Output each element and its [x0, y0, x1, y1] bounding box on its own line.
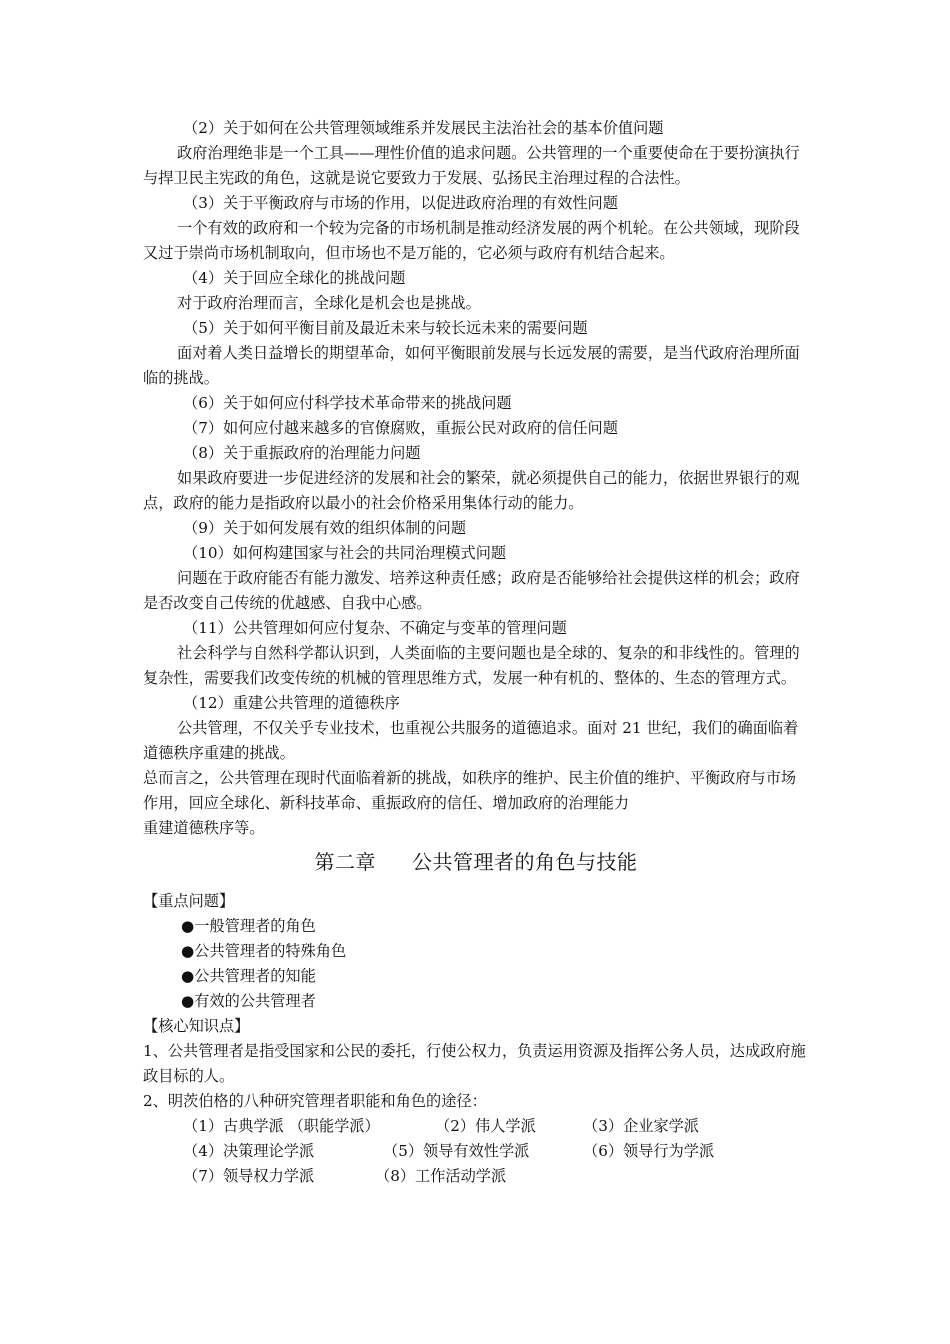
- document-body: [143, 116, 809, 1189]
- paragraph: 问题在于政府能否有能力激发、培养这种责任感；政府是否能够给社会提供这样的机会；政府是否改变自己传统的优越感、自我中心感。: [143, 569, 800, 612]
- bullet-item: ●一般管理者的角色: [181, 917, 316, 935]
- chapter-number: 第二章: [314, 850, 376, 874]
- core-point-1: 1、公共管理者是指受国家和公民的委托，行使公权力，负责运用资源及指挥公务人员，达成政府施政目标的人。: [143, 1042, 806, 1085]
- core-points-heading: 【核心知识点】: [143, 1017, 250, 1035]
- heading-item-5: （5）关于如何平衡目前及最近未来与较长远未来的需要问题: [183, 319, 588, 337]
- bullet-item: ●有效的公共管理者: [181, 992, 316, 1010]
- schools-row-3: [143, 1164, 809, 1189]
- school-item: （7）领导权力学派: [183, 1167, 315, 1185]
- bullet-item: ●公共管理者的知能: [181, 967, 316, 985]
- paragraph: 公共管理，不仅关乎专业技术，也重视公共服务的道德追求。面对 21 世纪，我们的确面临着道德秩序重建的挑战。: [143, 719, 799, 762]
- heading-item-12: （12）重建公共管理的道德秩序: [183, 694, 400, 712]
- school-item: （1）古典学派 （职能学派）: [183, 1117, 380, 1135]
- core-point-2: 2、明茨伯格的八种研究管理者职能和角色的途径：: [143, 1092, 487, 1110]
- heading-item-8: （8）关于重振政府的治理能力问题: [183, 444, 421, 462]
- chapter-title: [143, 847, 809, 877]
- bullet-item: ●公共管理者的特殊角色: [181, 942, 347, 960]
- school-item: （4）决策理论学派: [183, 1142, 315, 1160]
- heading-item-2: （2）关于如何在公共管理领域维系并发展民主法治社会的基本价值问题: [183, 119, 664, 137]
- key-issues-heading: 【重点问题】: [143, 892, 235, 910]
- chapter-name: 公共管理者的角色与技能: [412, 850, 638, 874]
- heading-item-10: （10）如何构建国家与社会的共同治理模式问题: [183, 544, 507, 562]
- paragraph: 如果政府要进一步促进经济的发展和社会的繁荣，就必须提供自己的能力，依据世界银行的观点，政府的能力是指政府以最小的社会价格采用集体行动的能力。: [143, 469, 800, 512]
- heading-item-3: （3）关于平衡政府与市场的作用，以促进政府治理的有效性问题: [183, 194, 618, 212]
- schools-row-2: [143, 1139, 809, 1164]
- school-item: （5）领导有效性学派: [383, 1142, 530, 1160]
- heading-item-4: （4）关于回应全球化的挑战问题: [183, 269, 406, 287]
- paragraph: 一个有效的政府和一个较为完备的市场机制是推动经济发展的两个机轮。在公共领域，现阶段又过于崇尚市场机制取向，但市场也不是万能的，它必须与政府有机结合起来。: [143, 219, 800, 262]
- summary-paragraph: 总而言之，公共管理在现时代面临着新的挑战，如秩序的维护、民主价值的维护、平衡政府与市场作用，回应全球化、新科技革命、重振政府的信任、增加政府的治理能力: [143, 769, 797, 812]
- summary-paragraph-end: 重建道德秩序等。: [143, 819, 265, 837]
- heading-item-6: （6）关于如何应付科学技术革命带来的挑战问题: [183, 394, 512, 412]
- heading-item-9: （9）关于如何发展有效的组织体制的问题: [183, 519, 467, 537]
- paragraph: 政府治理绝非是一个工具——理性价值的追求问题。公共管理的一个重要使命在于要扮演执行与捍卫民主宪政的角色，这就是说它要致力于发展、弘扬民主治理过程的合法性。: [143, 144, 800, 187]
- paragraph: 对于政府治理而言，全球化是机会也是挑战。: [177, 294, 481, 312]
- school-item: （2）伟人学派: [435, 1117, 536, 1135]
- paragraph: 面对着人类日益增长的期望革命，如何平衡眼前发展与长远发展的需要，是当代政府治理所面临的挑战。: [143, 344, 800, 387]
- heading-item-11: （11）公共管理如何应付复杂、不确定与变革的管理问题: [183, 619, 567, 637]
- school-item: （8）工作活动学派: [375, 1167, 507, 1185]
- schools-row-1: [143, 1114, 809, 1139]
- school-item: （3）企业家学派: [583, 1117, 699, 1135]
- heading-item-7: （7）如何应付越来越多的官僚腐败，重振公民对政府的信任问题: [183, 419, 618, 437]
- paragraph: 社会科学与自然科学都认识到，人类面临的主要问题也是全球的、复杂的和非线性的。管理的复杂性，需要我们改变传统的机械的管理思维方式，发展一种有机的、整体的、生态的管理方式。: [143, 644, 800, 687]
- school-item: （6）领导行为学派: [583, 1142, 715, 1160]
